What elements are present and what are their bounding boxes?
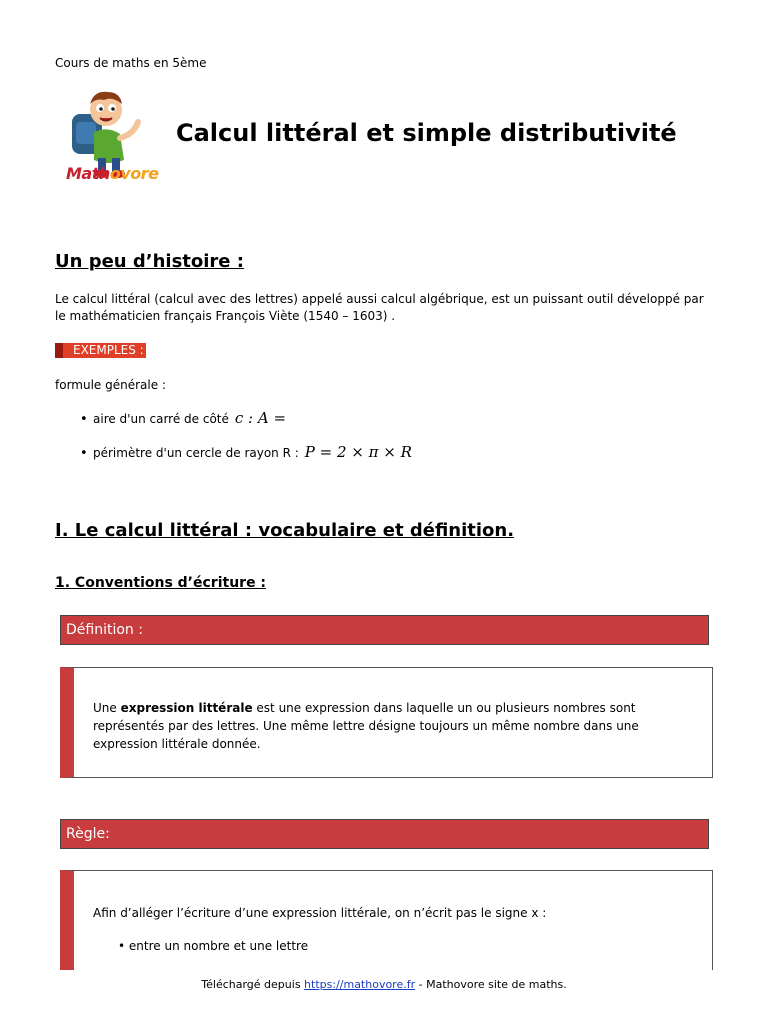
bullet-math: P = 2 × π × R [304,443,412,461]
section1-heading: I. Le calcul littéral : vocabulaire et définition. [55,520,515,541]
footer-link[interactable]: https://mathovore.fr [304,978,416,991]
logo-text-math: Math [66,164,110,183]
page-title: Calcul littéral et simple distributivité [176,119,677,147]
bullet-square-area [80,409,286,427]
definition-text-rest: est une expression dans laquelle un ou plusieurs nombres sont représentés par des lettres. Une même lettre désigne toujours un même nombre dans une expression littérale donnée. [93,701,639,751]
course-label: Cours de maths en 5ème [55,56,207,70]
formula-intro: formule générale : [55,378,166,392]
rule-bullet [118,939,308,953]
history-heading: Un peu d’histoire : [55,251,244,272]
rule-header: Règle: [60,819,709,849]
conventions-subheading: 1. Conventions d’écriture : [55,575,267,591]
definition-header: Définition : [60,615,709,645]
definition-body [60,667,713,778]
footer-suffix: - Mathovore site de maths. [415,978,567,991]
definition-text-start: Une [93,701,121,715]
logo-text-ovore: ovore [109,164,159,183]
bullet-text: périmètre d'un cercle de rayon R : [93,446,299,460]
examples-badge: EXEMPLES : [55,343,146,358]
bullet-dot-icon: • [80,446,88,461]
rule-body [60,870,713,970]
footer [0,978,768,991]
logo-wordmark [66,164,158,183]
definition-term: expression littérale [120,701,253,715]
footer-prefix: Téléchargé depuis [201,978,305,991]
history-paragraph: Le calcul littéral (calcul avec des lettres) appelé aussi calcul algébrique, est un puissant outil développé par le mathématicien français François Viète (1540 – 1603) . [55,292,704,323]
bullet-math: c : A = [234,409,287,427]
bullet-circle-perimeter [80,443,412,461]
rule-bullet-text: entre un nombre et une lettre [128,939,309,953]
rule-intro: Afin d’alléger l’écriture d’une expression littérale, on n’écrit pas le signe x : [93,906,547,920]
definition-text [93,699,653,753]
bullet-dot-icon: • [80,412,88,427]
bullet-dot-icon: • [118,939,126,953]
bullet-text: aire d'un carré de côté [93,412,229,426]
